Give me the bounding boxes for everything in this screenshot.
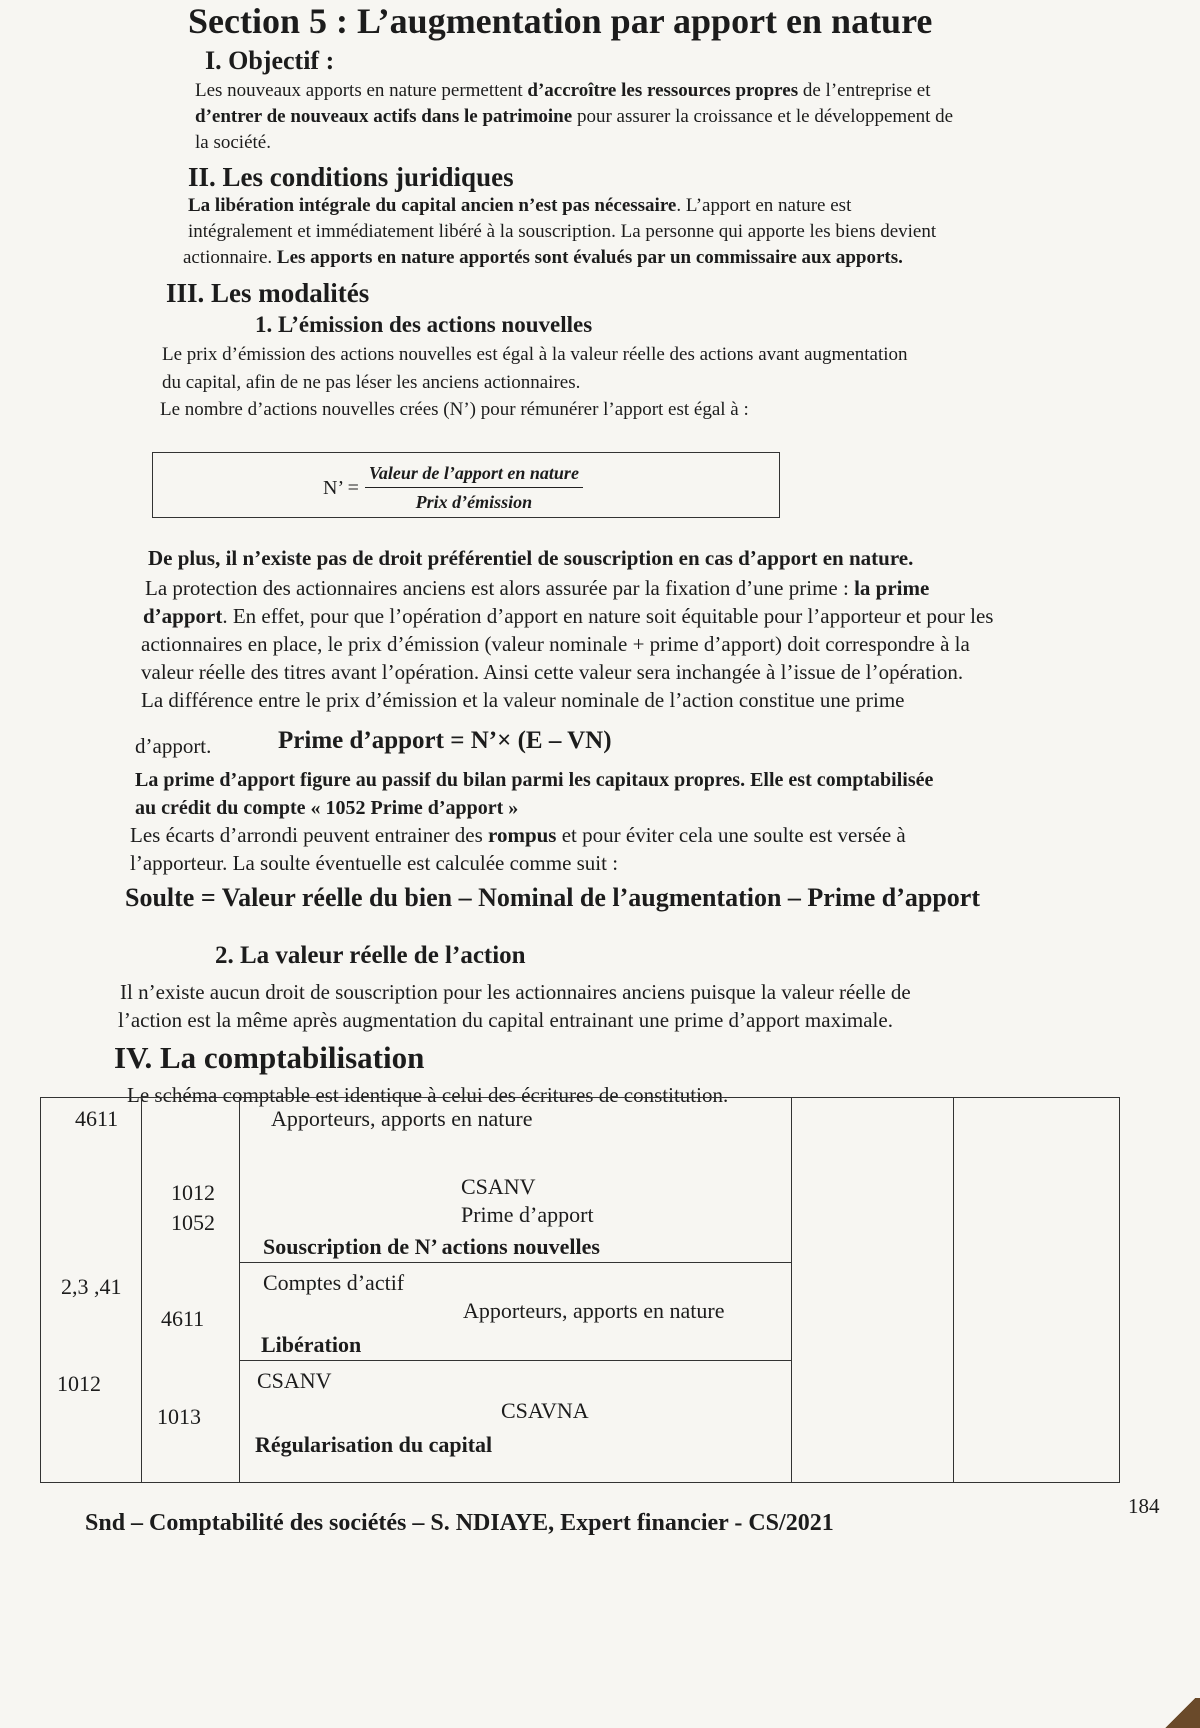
entry-1-caption: Souscription de N’ actions nouvelles [263, 1234, 600, 1259]
subheading-emission: 1. L’émission des actions nouvelles [255, 312, 593, 337]
ecarts-line-2: l’apporteur. La soulte éventuelle est calculée comme suit : [130, 851, 619, 875]
entry-1-debit-account: 4611 [75, 1106, 119, 1131]
col-divider-1 [141, 1098, 142, 1482]
entry-1-credit-account-1: 1012 [171, 1180, 215, 1205]
entry-3-credit-account: 1013 [157, 1404, 201, 1429]
entry-1-credit-label-1: CSANV [461, 1174, 536, 1199]
heading-objectif: I. Objectif : [205, 46, 335, 75]
subheading-valeur-reelle: 2. La valeur réelle de l’action [215, 942, 526, 969]
ecarts-line-1: Les écarts d’arrondi peuvent entrainer des rompus et pour éviter cela une soulte est versée à [130, 823, 906, 847]
valeur-reelle-line-2: l’action est la même après augmentation du capital entrainant une prime d’apport maximale. [118, 1008, 893, 1032]
entry-3-credit-label: CSAVNA [501, 1398, 589, 1423]
protection-line-4: valeur réelle des titres avant l’opération. Ainsi cette valeur sera inchangée à l’issue de l’opération. [141, 660, 964, 684]
formula-nprime [323, 463, 583, 513]
entry-2-debit-account: 2,3 ,41 [61, 1274, 122, 1299]
conditions-line-3: actionnaire. Les apports en nature apportés sont évalués par un commissaire aux apports. [183, 247, 903, 268]
section-title: Section 5 : L’augmentation par apport en nature [188, 1, 933, 41]
protection-line-6: d’apport. [135, 734, 212, 758]
heading-comptabilisation: IV. La comptabilisation [114, 1040, 425, 1075]
formula-fraction [365, 463, 583, 513]
objectif-line-2: d’entrer de nouveaux actifs dans le patrimoine pour assurer la croissance et le développement de [195, 106, 954, 127]
emission-line-2: du capital, afin de ne pas léser les anciens actionnaires. [162, 372, 581, 393]
protection-line-1: La protection des actionnaires anciens est alors assurée par la fixation d’une prime : la prime [145, 576, 930, 600]
formula-lhs: N’ = [323, 476, 359, 499]
formula-denominator: Prix d’émission [415, 492, 533, 512]
entry-1-credit-account-2: 1052 [171, 1210, 215, 1235]
heading-modalites: III. Les modalités [166, 278, 370, 308]
objectif-line-3: la société. [195, 132, 271, 153]
conditions-line-2: intégralement et immédiatement libéré à la souscription. La personne qui apporte les biens devient [188, 221, 937, 242]
dps-statement: De plus, il n’existe pas de droit préférentiel de souscription en cas d’apport en nature. [148, 546, 914, 570]
formula-numerator: Valeur de l’apport en nature [365, 463, 583, 488]
page-number: 184 [1128, 1494, 1160, 1518]
formula-box [152, 452, 780, 518]
entry-2-debit-label: Comptes d’actif [263, 1270, 405, 1295]
row-divider-2 [239, 1360, 791, 1361]
comptabilisation-intro: Le schéma comptable est identique à celui des écritures de constitution. [127, 1083, 729, 1107]
soulte-formula: Soulte = Valeur réelle du bien – Nominal de l’augmentation – Prime d’apport [125, 883, 981, 912]
entry-2-credit-account: 4611 [161, 1306, 205, 1331]
emission-line-3: Le nombre d’actions nouvelles crées (N’) pour rémunérer l’apport est égal à : [160, 399, 749, 420]
entry-1-debit-label: Apporteurs, apports en nature [271, 1106, 533, 1131]
page-footer: Snd – Comptabilité des sociétés – S. NDIAYE, Expert financier - CS/2021 [85, 1510, 834, 1536]
valeur-reelle-line-1: Il n’existe aucun droit de souscription pour les actionnaires anciens puisque la valeur réelle de [120, 980, 911, 1004]
prime-formula: Prime d’apport = N’× (E – VN) [278, 727, 612, 754]
passif-line-1: La prime d’apport figure au passif du bilan parmi les capitaux propres. Elle est comptabilisée [135, 769, 934, 791]
col-divider-4 [953, 1098, 954, 1482]
passif-line-2: au crédit du compte « 1052 Prime d’apport » [135, 797, 519, 819]
protection-line-3: actionnaires en place, le prix d’émission (valeur nominale + prime d’apport) doit correspondre à la [141, 632, 970, 656]
entry-2-credit-label: Apporteurs, apports en nature [463, 1298, 725, 1323]
protection-line-2: d’apport. En effet, pour que l’opération d’apport en nature soit équitable pour l’apporteur et pour les [143, 604, 994, 628]
page-corner-shadow [1160, 1698, 1200, 1728]
journal-table [40, 1097, 1120, 1483]
col-divider-3 [791, 1098, 792, 1482]
entry-3-caption: Régularisation du capital [255, 1432, 493, 1457]
row-divider-1 [239, 1262, 791, 1263]
entry-3-debit-account: 1012 [57, 1371, 101, 1396]
heading-conditions: II. Les conditions juridiques [188, 162, 514, 192]
conditions-line-1: La libération intégrale du capital ancien n’est pas nécessaire. L’apport en nature est [188, 195, 852, 216]
entry-2-caption: Libération [261, 1332, 362, 1357]
emission-line-1: Le prix d’émission des actions nouvelles est égal à la valeur réelle des actions avant augmentation [162, 344, 908, 365]
entry-1-credit-label-2: Prime d’apport [461, 1202, 594, 1227]
col-divider-2 [239, 1098, 240, 1482]
entry-3-debit-label: CSANV [257, 1368, 332, 1393]
objectif-line-1: Les nouveaux apports en nature permettent d’accroître les ressources propres de l’entreprise et [195, 80, 931, 101]
protection-line-5: La différence entre le prix d’émission et la valeur nominale de l’action constitue une prime [141, 688, 905, 712]
